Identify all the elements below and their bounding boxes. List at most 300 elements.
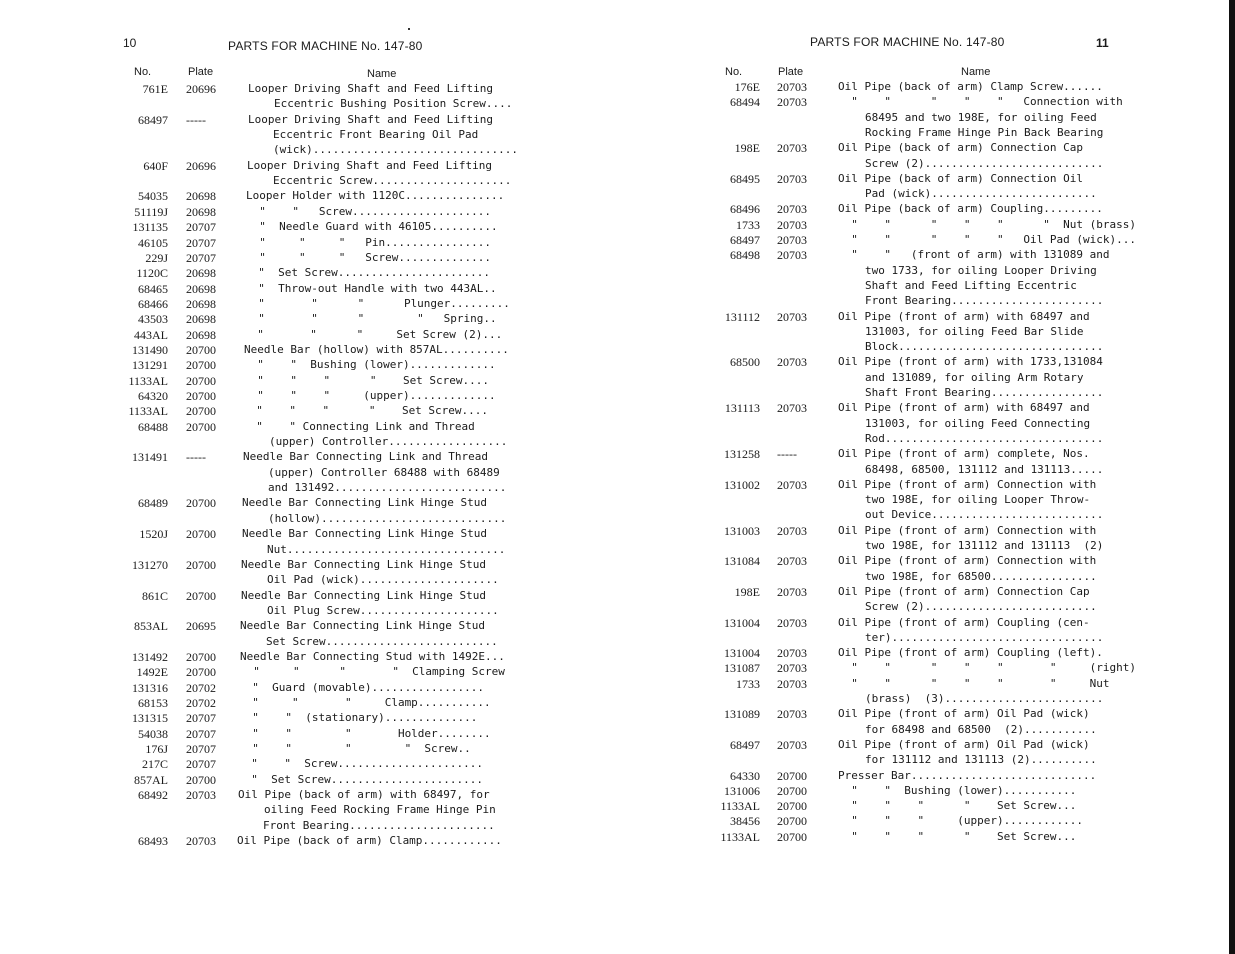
part-name: oiling Feed Rocking Frame Hinge Pin [264, 803, 496, 817]
part-number: 861C [141, 588, 168, 603]
part-name: Eccentric Front Bearing Oil Pad [273, 128, 479, 142]
part-number: 1492E [136, 665, 168, 680]
plate-number: 20703 [777, 401, 807, 416]
table-row [0, 727, 615, 742]
table-row [615, 126, 1225, 141]
part-number: 131492 [132, 649, 168, 664]
part-number: 131112 [724, 309, 760, 324]
part-name: two 198E, for 68500................ [865, 569, 1097, 583]
part-number: 131003 [724, 523, 760, 538]
table-row [615, 248, 1225, 263]
plate-number: 20698 [186, 327, 216, 342]
plate-number: 20703 [777, 523, 807, 538]
part-number: 54038 [138, 726, 168, 741]
part-number: 131004 [724, 615, 760, 630]
part-number: 761E [142, 82, 168, 96]
part-name: Shaft Front Bearing................. [865, 386, 1104, 399]
table-row [0, 466, 615, 481]
part-name: " " " " " Oil Pad (wick)... [838, 233, 1137, 246]
table-row [615, 600, 1225, 615]
part-number: 131315 [132, 711, 168, 726]
plate-number: 20700 [777, 814, 807, 829]
part-number: 1133AL [128, 373, 168, 388]
part-name: " " " (upper)............ [838, 814, 1084, 828]
plate-number: 20703 [186, 834, 216, 849]
plate-number: 20698 [186, 296, 216, 311]
part-number: 68492 [138, 788, 168, 803]
plate-number: 20703 [777, 217, 807, 232]
plate-number: 20707 [186, 726, 216, 741]
part-number: 46105 [138, 235, 168, 250]
part-number: 51119J [134, 204, 168, 219]
part-name: Looper Driving Shaft and Feed Lifting [248, 82, 494, 95]
table-row [615, 616, 1225, 631]
table-row [0, 558, 615, 573]
part-name: for 68498 and 68500 (2)........... [865, 722, 1097, 736]
table-row [0, 803, 615, 818]
table-row [0, 143, 615, 158]
plate-number: 20700 [186, 389, 216, 403]
table-row [615, 401, 1225, 416]
part-number: 1733 [736, 217, 760, 232]
part-number: 68465 [138, 281, 168, 296]
table-row [615, 172, 1225, 187]
part-name: " " " " Spring.. [245, 312, 497, 326]
table-row [0, 159, 615, 174]
part-name: " " " Set Screw (2)... [244, 327, 503, 341]
table-row [0, 374, 615, 389]
part-name: " " (front of arm) with 131089 and [838, 248, 1110, 262]
part-name: Needle Bar Connecting Link and Thread [243, 450, 489, 464]
plate-number: 20703 [777, 233, 807, 247]
part-name: (wick)............................... [273, 143, 519, 157]
table-row [615, 463, 1225, 478]
plate-number: 20703 [777, 676, 807, 691]
part-number: 68500 [730, 355, 760, 370]
table-row [615, 279, 1225, 294]
part-number: 640F [143, 158, 168, 173]
part-name: 68495 and two 198E, for oiling Feed [865, 110, 1097, 124]
part-number: 857AL [134, 772, 168, 787]
plate-number: 20700 [186, 342, 216, 357]
part-name: " Guard (movable)................. [239, 680, 485, 694]
table-row [615, 340, 1225, 355]
plate-number: 20703 [777, 309, 807, 324]
table-row [0, 420, 615, 435]
plate-number: 20698 [186, 312, 216, 327]
table-row [0, 128, 615, 143]
part-name: for 131112 and 131113 (2).......... [865, 753, 1097, 767]
part-name: Oil Pipe (front of arm) Coupling (cen- [838, 615, 1090, 629]
part-number: 68497 [730, 737, 760, 752]
table-row [615, 310, 1225, 325]
table-row [615, 753, 1225, 768]
table-row [0, 82, 615, 97]
right-page [615, 0, 1235, 954]
part-name: Oil Plug Screw..................... [267, 603, 499, 617]
table-row [615, 769, 1225, 784]
plate-number: 20698 [186, 204, 216, 219]
table-row [615, 692, 1225, 707]
table-row [615, 493, 1225, 508]
table-row [615, 218, 1225, 233]
part-name: Oil Pipe (front of arm) Connection Cap [838, 584, 1090, 598]
part-name: " " " " " " (right) [838, 661, 1137, 675]
plate-number: 20703 [186, 788, 216, 803]
part-number: 131084 [724, 554, 760, 569]
table-row [0, 236, 615, 251]
part-number: 38456 [730, 814, 760, 829]
part-name: Set Screw.......................... [266, 634, 498, 648]
part-name: Needle Bar Connecting Link Hinge Stud [242, 496, 488, 510]
part-name: Oil Pipe (front of arm) Oil Pad (wick) [838, 737, 1090, 751]
part-name: " " " " Set Screw.... [244, 373, 490, 387]
part-name: Eccentric Bushing Position Screw.... [274, 97, 513, 111]
part-number: 217C [141, 757, 168, 772]
part-name: " " " Holder........ [239, 726, 491, 740]
part-number: 68497 [138, 112, 168, 127]
part-name: Eccentric Screw..................... [273, 174, 512, 188]
part-number: 1520J [139, 527, 168, 542]
part-number: 1133AL [128, 404, 168, 419]
part-number: 1133AL [720, 799, 760, 814]
part-number: 54035 [138, 189, 168, 204]
table-row [615, 202, 1225, 217]
part-number: 443AL [134, 327, 168, 342]
part-name: Oil Pipe (back of arm) Connection Cap [838, 141, 1084, 155]
table-row [0, 251, 615, 266]
part-name: Oil Pipe (back of arm) Clamp............ [237, 834, 502, 848]
plate-number: ----- [186, 450, 206, 465]
plate-number: 20698 [186, 281, 216, 296]
part-number: 198E [734, 141, 760, 156]
part-name: Shaft and Feed Lifting Eccentric [865, 278, 1077, 292]
page-number: 10 [123, 36, 137, 50]
part-name: Looper Driving Shaft and Feed Lifting [248, 112, 494, 126]
table-row [615, 111, 1225, 126]
part-number: 68494 [730, 95, 760, 110]
table-row [0, 189, 615, 204]
plate-number: 20707 [186, 711, 216, 726]
plate-number: 20700 [777, 829, 807, 844]
part-name: " " " " Set Screw.... [243, 404, 489, 418]
part-name: Oil Pipe (front of arm) Oil Pad (wick) [838, 707, 1090, 721]
table-row [615, 814, 1225, 829]
table-row [615, 661, 1225, 676]
part-name: " " " " " Connection with [838, 95, 1123, 109]
part-name: (hollow)............................ [268, 511, 507, 525]
part-name: 68498, 68500, 131112 and 131113..... [865, 462, 1104, 476]
table-row [615, 524, 1225, 539]
part-name: " " " " " " Nut (brass) [838, 217, 1137, 231]
plate-number: 20703 [777, 646, 807, 661]
part-name: " " " Clamp........... [239, 696, 491, 709]
plate-number: 20707 [186, 757, 216, 772]
table-row [615, 371, 1225, 386]
table-row [0, 343, 615, 358]
part-number: 131316 [132, 680, 168, 695]
part-number: 131270 [132, 557, 168, 572]
part-number: 68497 [730, 233, 760, 247]
part-name: " " " " Clamping Screw [240, 665, 505, 679]
part-name: Oil Pipe (front of arm) with 68497 and [838, 401, 1090, 415]
table-row [0, 220, 615, 235]
part-name: out Device.......................... [865, 508, 1104, 522]
part-number: 198E [734, 584, 760, 599]
plate-number: 20700 [186, 527, 216, 542]
part-number: 68489 [138, 496, 168, 511]
table-row [0, 757, 615, 772]
table-row [0, 312, 615, 327]
part-name: " Set Screw....................... [238, 772, 484, 786]
plate-number: 20700 [186, 649, 216, 664]
page-title: PARTS FOR MACHINE No. 147-80 [810, 35, 1005, 49]
table-row [0, 297, 615, 312]
table-row [0, 819, 615, 834]
table-row [615, 738, 1225, 753]
plate-number: 20703 [777, 355, 807, 370]
table-row [0, 788, 615, 803]
table-row [615, 157, 1225, 172]
part-name: " Needle Guard with 46105.......... [246, 220, 498, 234]
part-number: 64330 [730, 768, 760, 783]
plate-number: 20700 [777, 768, 807, 783]
plate-number: 20703 [777, 141, 807, 156]
plate-number: 20696 [186, 158, 216, 173]
plate-number: ----- [777, 447, 797, 462]
part-name: Needle Bar Connecting Link Hinge Stud [240, 619, 486, 633]
part-number: 131089 [724, 707, 760, 722]
table-row [0, 205, 615, 220]
table-row [0, 404, 615, 419]
part-name: " " Screw..................... [246, 204, 492, 218]
part-name: " " " Pin................ [246, 235, 492, 249]
part-name: two 198E, for 131112 and 131113 (2) [865, 539, 1104, 552]
part-number: 229J [145, 250, 168, 265]
part-name: ter)................................ [865, 630, 1104, 644]
part-number: 68488 [138, 419, 168, 434]
part-name: Rod................................. [865, 431, 1104, 445]
part-number: 131258 [724, 447, 760, 462]
table-row [615, 141, 1225, 156]
table-row [615, 187, 1225, 202]
plate-number: 20703 [777, 707, 807, 722]
table-row [0, 450, 615, 465]
table-row [615, 325, 1225, 340]
part-name: " " Bushing (lower)........... [838, 783, 1077, 797]
plate-number: 20695 [186, 619, 216, 634]
plate-number: ----- [186, 112, 206, 127]
table-row [0, 174, 615, 189]
plate-number: 20703 [777, 584, 807, 599]
plate-number: 20703 [777, 202, 807, 217]
table-row [615, 264, 1225, 279]
plate-number: 20698 [186, 266, 216, 281]
part-name: Presser Bar............................ [838, 768, 1097, 782]
plate-number: 20702 [186, 696, 216, 710]
part-name: Oil Pipe (front of arm) with 68497 and [838, 309, 1090, 323]
table-row [615, 447, 1225, 462]
part-number: 68153 [138, 696, 168, 710]
table-row [0, 266, 615, 281]
plate-number: 20700 [186, 404, 216, 419]
part-name: Oil Pad (wick)..................... [267, 573, 499, 587]
table-row [0, 481, 615, 496]
part-name: " " Connecting Link and Thread [243, 419, 475, 433]
col-header-name: Name [367, 68, 397, 80]
plate-number: 20698 [186, 189, 216, 204]
part-name: Screw (2).......................... [865, 600, 1097, 614]
table-row [0, 97, 615, 112]
part-number: 68498 [730, 248, 760, 263]
col-header-no: No. [725, 66, 743, 78]
part-name: Oil Pipe (back of arm) Clamp Screw...... [838, 80, 1103, 93]
plate-number: 20702 [186, 680, 216, 695]
parts-table [615, 66, 1225, 856]
part-number: 68466 [138, 296, 168, 311]
table-row [615, 478, 1225, 493]
table-row [0, 773, 615, 788]
plate-number: 20707 [186, 742, 216, 757]
plate-number: 20703 [777, 80, 807, 94]
part-name: " " Screw...................... [238, 757, 484, 771]
plate-number: 20707 [186, 235, 216, 250]
part-number: 131004 [724, 646, 760, 661]
part-number: 64320 [138, 389, 168, 403]
plate-number: 20700 [186, 358, 216, 373]
part-name: two 198E, for oiling Looper Throw- [865, 493, 1091, 507]
plate-number: 20703 [777, 95, 807, 110]
table-row [0, 619, 615, 634]
part-number: 131291 [132, 358, 168, 373]
plate-number: 20700 [186, 588, 216, 603]
part-name: Oil Pipe (front of arm) Connection with [838, 554, 1097, 568]
part-name: " " " " Set Screw... [838, 829, 1077, 843]
plate-number: 20700 [777, 783, 807, 798]
plate-number: 20700 [186, 665, 216, 680]
table-row [615, 417, 1225, 432]
table-row [615, 95, 1225, 110]
table-row [0, 527, 615, 542]
plate-number: 20703 [777, 477, 807, 492]
table-row [615, 539, 1225, 554]
part-name: Needle Bar Connecting Link Hinge Stud [241, 557, 487, 571]
col-header-plate: Plate [778, 66, 804, 78]
part-name: 131003, for oiling Feed Connecting [865, 416, 1091, 430]
part-name: Block............................... [865, 340, 1104, 354]
part-name: " " " " " " Nut [838, 676, 1110, 690]
table-row [0, 665, 615, 680]
plate-number: 20700 [186, 772, 216, 787]
part-name: Needle Bar (hollow) with 857AL.......... [244, 342, 509, 356]
table-row [0, 282, 615, 297]
plate-number: 20700 [186, 419, 216, 434]
part-name: Front Bearing...................... [263, 818, 495, 832]
table-row [0, 435, 615, 450]
part-name: and 131492.......................... [268, 481, 507, 495]
part-name: Pad (wick)......................... [865, 187, 1097, 201]
part-name: " " " Screw.............. [246, 250, 492, 264]
table-row [0, 834, 615, 849]
part-number: 131490 [132, 342, 168, 357]
part-number: 68493 [138, 834, 168, 849]
plate-number: 20696 [186, 82, 216, 96]
plate-number: 20703 [777, 248, 807, 263]
plate-number: 20707 [186, 250, 216, 265]
part-name: (brass) (3)........................ [865, 692, 1104, 705]
plate-number: 20707 [186, 220, 216, 235]
part-number: 131113 [724, 401, 760, 416]
part-name: Oil Pipe (back of arm) Connection Oil [838, 171, 1084, 185]
part-number: 1120C [136, 266, 168, 281]
part-name: Oil Pipe (front of arm) Connection with [838, 477, 1097, 491]
table-row [615, 355, 1225, 370]
table-row [0, 512, 615, 527]
part-name: Oil Pipe (front of arm) Connection with [838, 523, 1097, 537]
left-page [0, 0, 615, 954]
plate-number: 20700 [186, 496, 216, 511]
table-row [0, 389, 615, 404]
table-row [615, 707, 1225, 722]
table-row [0, 496, 615, 511]
part-number: 176J [145, 742, 168, 757]
part-name: " " " Plunger......... [245, 296, 510, 310]
part-number: 131087 [724, 661, 760, 676]
part-name: Oil Pipe (back of arm) with 68497, for [238, 788, 490, 802]
part-name: Looper Holder with 1120C............... [246, 189, 505, 203]
part-number: 131491 [132, 450, 168, 465]
part-name: Oil Pipe (front of arm) Coupling (left). [838, 646, 1103, 660]
part-number: 131002 [724, 477, 760, 492]
table-row [0, 635, 615, 650]
part-name: two 1733, for oiling Looper Driving [865, 263, 1097, 277]
binding-edge [1229, 0, 1235, 954]
plate-number: 20700 [777, 799, 807, 814]
part-name: Needle Bar Connecting Stud with 1492E... [240, 649, 505, 663]
part-number: 176E [734, 80, 760, 94]
parts-table [0, 66, 615, 856]
part-number: 131006 [724, 783, 760, 798]
table-row [615, 294, 1225, 309]
part-name: Oil Pipe (front of arm) with 1733,131084 [838, 355, 1103, 369]
table-row [615, 554, 1225, 569]
part-name: " Set Screw....................... [245, 266, 491, 280]
table-row [0, 604, 615, 619]
part-name: Rocking Frame Hinge Pin Back Bearing [865, 125, 1104, 139]
table-row [615, 677, 1225, 692]
table-row [0, 742, 615, 757]
part-name: Needle Bar Connecting Link Hinge Stud [242, 527, 488, 541]
part-name: " " Bushing (lower)............. [244, 358, 496, 372]
table-row [0, 358, 615, 373]
plate-number: 20700 [186, 373, 216, 388]
part-name: Oil Pipe (front of arm) complete, Nos. [838, 447, 1090, 461]
part-name: Screw (2)........................... [865, 156, 1104, 170]
table-row [615, 830, 1225, 845]
part-name: (upper) Controller.................. [269, 435, 508, 449]
part-number: 1733 [736, 676, 760, 691]
print-mark [408, 28, 410, 30]
page-number: 11 [1096, 36, 1109, 50]
part-name: " " " " Screw.. [239, 742, 471, 756]
table-row [0, 681, 615, 696]
plate-number: 20703 [777, 171, 807, 186]
table-row [615, 386, 1225, 401]
part-number: 43503 [138, 312, 168, 327]
plate-number: 20700 [186, 557, 216, 572]
table-row [0, 113, 615, 128]
part-name: Front Bearing....................... [865, 294, 1104, 308]
